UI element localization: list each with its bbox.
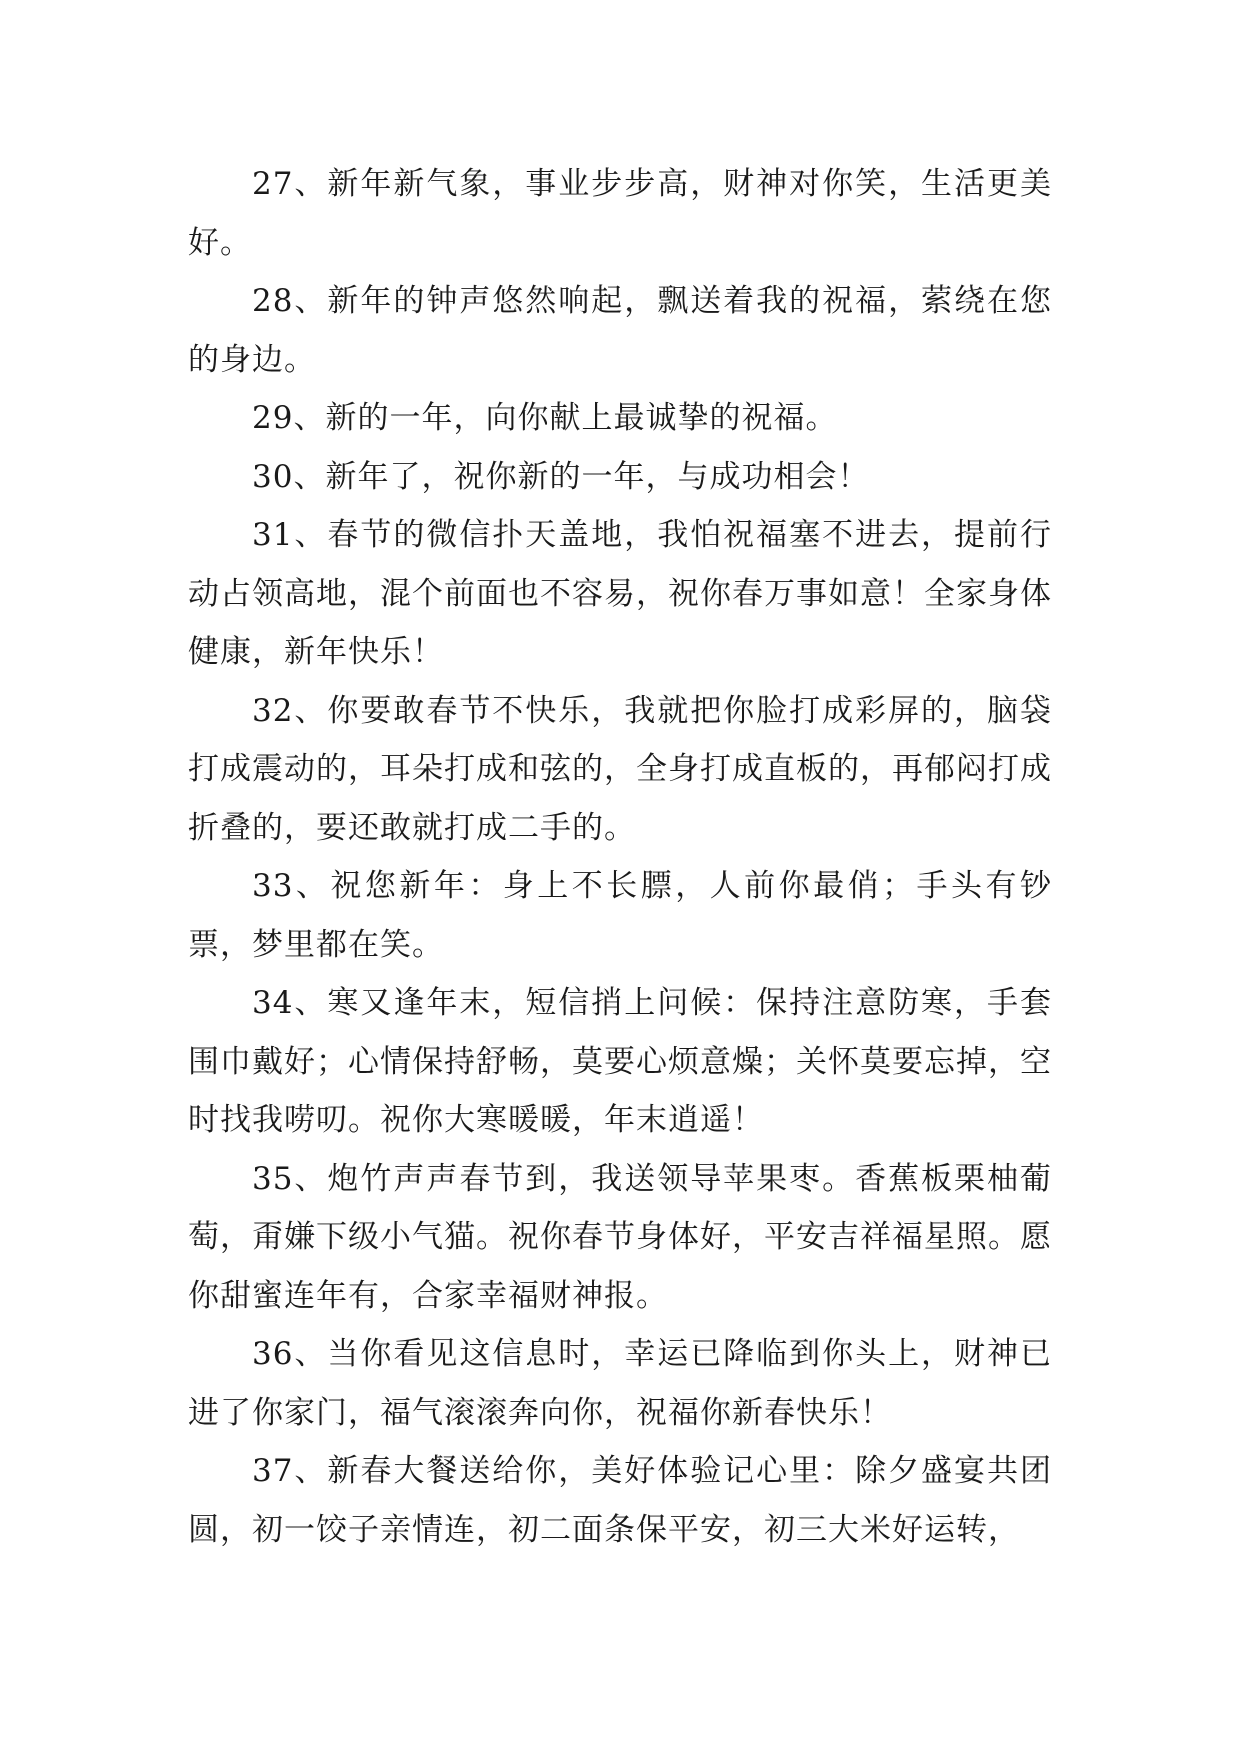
paragraph-29: 29、新的一年，向你献上最诚挚的祝福。 bbox=[252, 400, 838, 436]
paragraph-28: 28、新年的钟声悠然响起，飘送着我的祝福，萦绕在您的身边。 bbox=[188, 283, 1052, 378]
paragraph-37: 37、新春大餐送给你，美好体验记心里：除夕盛宴共团圆，初一饺子亲情连，初二面条保平安，初三大米好运转， bbox=[188, 1453, 1052, 1548]
paragraph-34: 34、寒又逢年末，短信捎上问候：保持注意防寒，手套围巾戴好；心情保持舒畅，莫要心烦意燥；关怀莫要忘掉，空时找我唠叨。祝你大寒暖暖，年末逍遥！ bbox=[188, 985, 1052, 1138]
paragraph-27: 27、新年新气象，事业步步高，财神对你笑，生活更美好。 bbox=[188, 166, 1052, 261]
document-body bbox=[188, 155, 1052, 1559]
paragraph-32: 32、你要敢春节不快乐，我就把你脸打成彩屏的，脑袋打成震动的，耳朵打成和弦的，全身打成直板的，再郁闷打成折叠的，要还敢就打成二手的。 bbox=[188, 692, 1052, 846]
paragraph-30: 30、新年了，祝你新的一年，与成功相会！ bbox=[252, 458, 870, 495]
paragraph-35: 35、炮竹声声春节到，我送领导苹果枣。香蕉板栗柚葡萄，甭嫌下级小气猫。祝你春节身体好，平安吉祥福星照。愿你甜蜜连年有，合家幸福财神报。 bbox=[188, 1160, 1052, 1314]
paragraph-33: 33、祝您新年：身上不长膘，人前你最俏；手头有钞票，梦里都在笑。 bbox=[188, 868, 1052, 963]
paragraph-31: 31、春节的微信扑天盖地，我怕祝福塞不进去，提前行动占领高地，混个前面也不容易，祝你春万事如意！全家身体健康，新年快乐！ bbox=[188, 517, 1052, 670]
paragraph-36: 36、当你看见这信息时，幸运已降临到你头上，财神已进了你家门，福气滚滚奔向你，祝福你新春快乐！ bbox=[188, 1336, 1052, 1431]
